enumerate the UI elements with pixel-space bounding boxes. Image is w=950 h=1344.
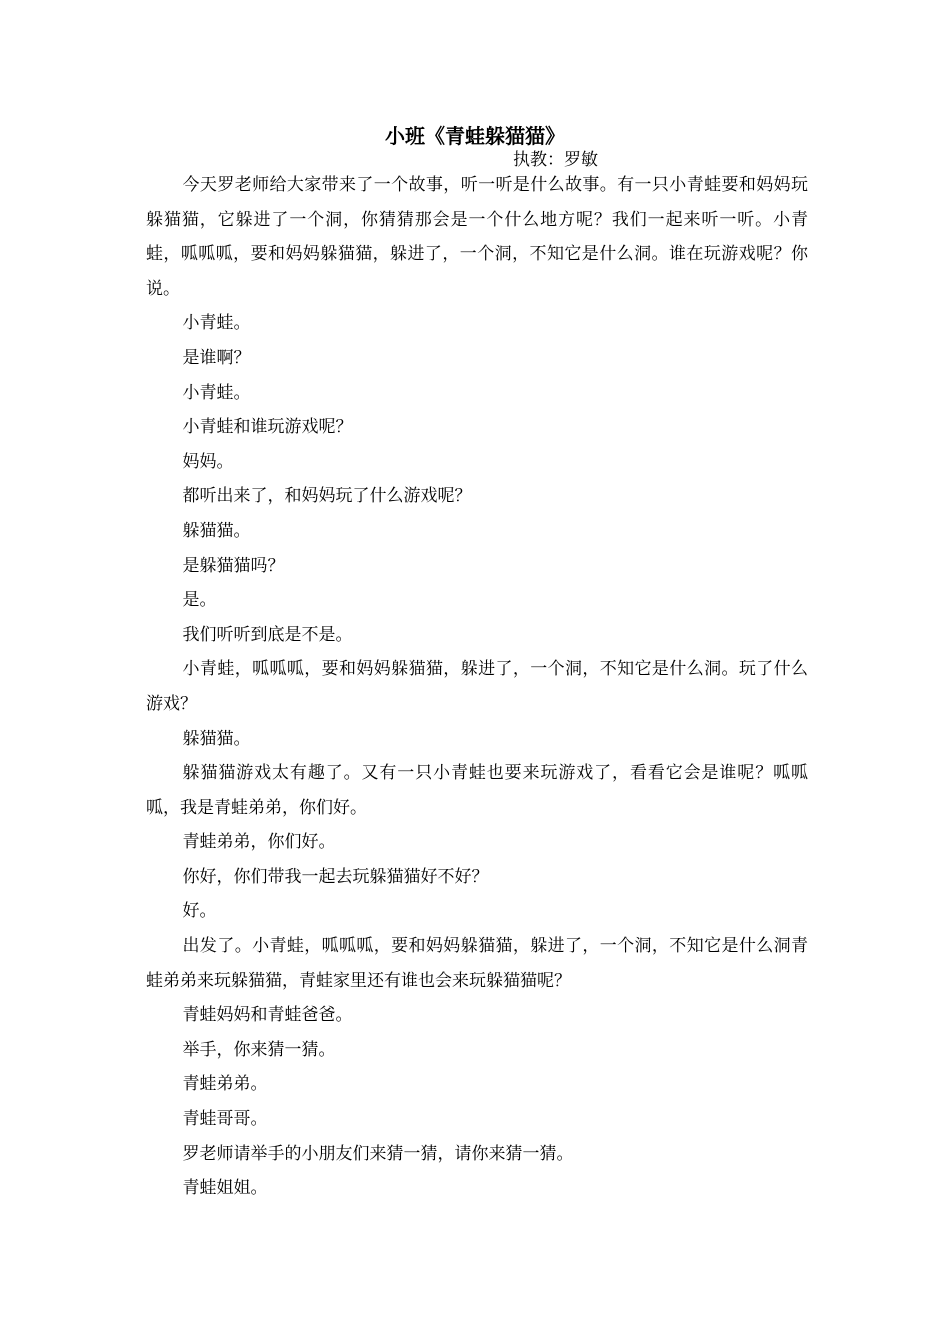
paragraph: 出发了。小青蛙，呱呱呱，要和妈妈躲猫猫，躲进了，一个洞，不知它是什么洞青蛙弟弟来玩躲猫猫，青蛙家里还有谁也会来玩躲猫猫呢？ bbox=[146, 936, 808, 991]
paragraph: 小青蛙和谁玩游戏呢？ bbox=[182, 417, 353, 438]
page-title: 小班《青蛙躲猫猫》 bbox=[385, 124, 565, 148]
paragraph: 妈妈。 bbox=[182, 451, 234, 472]
paragraph: 躲猫猫。 bbox=[182, 520, 251, 541]
author-line: 执教：罗敏 bbox=[513, 150, 598, 170]
paragraph: 小青蛙。 bbox=[182, 313, 251, 334]
paragraph: 青蛙妈妈和青蛙爸爸。 bbox=[182, 1005, 353, 1026]
paragraph: 你好，你们带我一起去玩躲猫猫好不好？ bbox=[182, 866, 489, 887]
document-body bbox=[146, 168, 808, 1206]
paragraph: 青蛙哥哥。 bbox=[182, 1109, 268, 1130]
paragraph: 罗老师请举手的小朋友们来猜一猜，请你来猜一猜。 bbox=[182, 1143, 574, 1164]
paragraph: 青蛙弟弟，你们好。 bbox=[182, 832, 336, 853]
paragraph: 是。 bbox=[182, 590, 217, 611]
paragraph: 都听出来了，和妈妈玩了什么游戏呢？ bbox=[182, 486, 472, 507]
paragraph: 躲猫猫游戏太有趣了。又有一只小青蛙也要来玩游戏了，看看它会是谁呢？呱呱呱，我是青蛙弟弟，你们好。 bbox=[146, 763, 808, 818]
paragraph: 是谁啊？ bbox=[182, 347, 251, 368]
paragraph: 躲猫猫。 bbox=[182, 728, 251, 749]
paragraph: 青蛙弟弟。 bbox=[182, 1074, 268, 1095]
paragraph: 小青蛙。 bbox=[182, 382, 251, 403]
paragraph: 我们听听到底是不是。 bbox=[182, 624, 353, 645]
paragraph: 好。 bbox=[182, 901, 217, 922]
paragraph: 举手，你来猜一猜。 bbox=[182, 1039, 336, 1060]
paragraph: 小青蛙，呱呱呱，要和妈妈躲猫猫，躲进了，一个洞，不知它是什么洞。玩了什么游戏？ bbox=[146, 659, 808, 714]
paragraph: 青蛙姐姐。 bbox=[182, 1178, 268, 1199]
paragraph: 今天罗老师给大家带来了一个故事，听一听是什么故事。有一只小青蛙要和妈妈玩躲猫猫，它躲进了一个洞，你猜猜那会是一个什么地方呢？我们一起来听一听。小青蛙，呱呱呱，要和妈妈躲猫猫，躲进了，一个洞，不知它是什么洞。谁在玩游戏呢？你说。 bbox=[146, 175, 808, 299]
paragraph: 是躲猫猫吗？ bbox=[182, 555, 285, 576]
